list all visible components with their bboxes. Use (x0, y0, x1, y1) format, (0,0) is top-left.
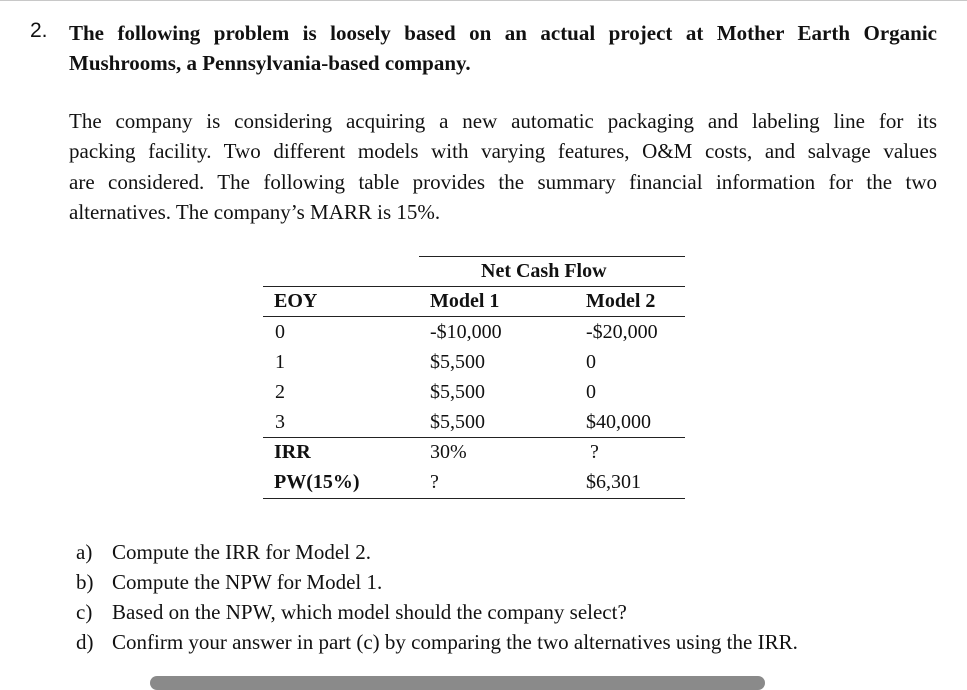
horizontal-scrollbar[interactable] (150, 676, 765, 690)
question-marker: c) (76, 600, 93, 624)
pw-model1: ? (430, 471, 439, 493)
list-item (76, 567, 798, 597)
irr-label: IRR (274, 441, 311, 463)
problem-heading (69, 18, 937, 78)
table-summary-rule (263, 437, 685, 438)
col-model1-header: Model 1 (430, 290, 500, 312)
problem-number: 2. (30, 19, 48, 42)
question-list (76, 537, 798, 657)
table-row-2-model1: $5,500 (430, 381, 485, 403)
table-row-3-eoy: 3 (275, 411, 285, 433)
question-marker: a) (76, 540, 93, 564)
heading-line-1: The following problem is loosely based on an actual project at Mother Earth Organic (69, 21, 937, 45)
list-item (76, 537, 798, 567)
question-text: Confirm your answer in part (c) by comparing the two alternatives using the IRR. (112, 630, 798, 654)
table-columns-rule (263, 316, 685, 317)
question-marker: b) (76, 570, 94, 594)
para-line-3: are considered. The following table provides the summary financial information for the two (69, 169, 937, 194)
pw-model2: $6,301 (586, 471, 641, 493)
cash-flow-table (263, 256, 685, 499)
para-line-1: The company is considering acquiring a new automatic packaging and labeling line for its (69, 109, 937, 133)
net-cash-flow-header: Net Cash Flow (481, 260, 607, 282)
question-text: Based on the NPW, which model should the company select? (112, 600, 627, 624)
table-row-2-model2: 0 (586, 381, 596, 403)
table-row-2-eoy: 2 (275, 381, 285, 403)
table-row-1-model1: $5,500 (430, 351, 485, 373)
para-line-2: packing facility. Two different models with varying features, O&M costs, and salvage values (69, 139, 937, 164)
table-row-1-eoy: 1 (275, 351, 285, 373)
list-item (76, 597, 798, 627)
table-row-0-model2: -$20,000 (586, 321, 658, 343)
problem-paragraph (69, 106, 937, 227)
table-row-0-eoy: 0 (275, 321, 285, 343)
list-item (76, 627, 798, 657)
para-line-4: alternatives. The company’s MARR is 15%. (69, 199, 441, 224)
table-top-rule (419, 256, 685, 257)
table-row-1-model2: 0 (586, 351, 596, 373)
table-row-3-model1: $5,500 (430, 411, 485, 433)
table-bottom-rule (263, 498, 685, 499)
question-text: Compute the IRR for Model 2. (112, 540, 371, 564)
table-row-3-model2: $40,000 (586, 411, 651, 433)
col-eoy-header: EOY (274, 290, 318, 312)
table-header-rule (263, 286, 685, 287)
table-row-0-model1: -$10,000 (430, 321, 502, 343)
top-border (0, 0, 967, 1)
pw-label: PW(15%) (274, 471, 360, 493)
irr-model2: ? (590, 441, 599, 463)
question-marker: d) (76, 630, 94, 654)
irr-model1: 30% (430, 441, 467, 463)
question-text: Compute the NPW for Model 1. (112, 570, 383, 594)
col-model2-header: Model 2 (586, 290, 656, 312)
heading-line-2: Mushrooms, a Pennsylvania-based company. (69, 51, 471, 75)
